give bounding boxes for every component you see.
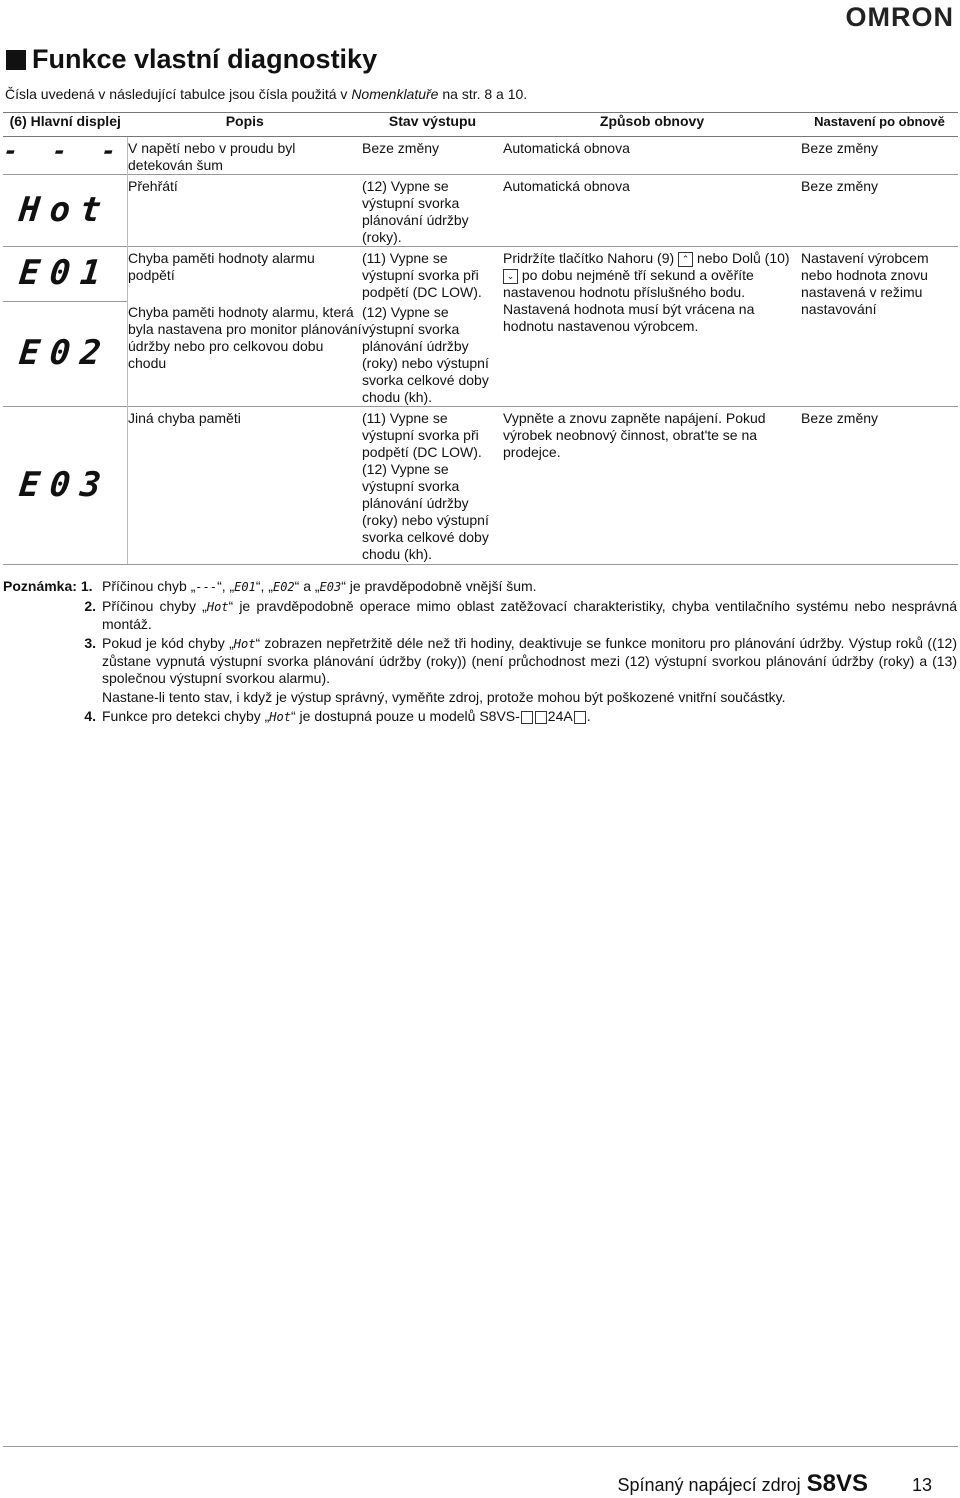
display-code-e03: E03 [17, 465, 113, 505]
desc-dash: V napětí nebo v proudu byl detekován šum [128, 140, 296, 173]
display-code-dash: - - - [2, 137, 128, 165]
recovery-dash: Automatická obnova [503, 140, 630, 156]
desc-e03: Jiná chyba paměti [128, 407, 363, 565]
footer-text: Spínaný napájecí zdroj [617, 1475, 801, 1495]
heading-text: Funkce vlastní diagnostiky [32, 44, 378, 74]
setting-hot: Beze změny [801, 175, 958, 247]
display-code-hot: Hot [17, 190, 113, 230]
header-display: (6) Hlavní displej [3, 113, 128, 137]
desc-e01: Chyba paměti hodnoty alarmu podpětí [128, 247, 363, 302]
footer-divider [3, 1446, 958, 1447]
intro-link: Nomenklatuře [351, 86, 439, 102]
recovery-hot: Automatická obnova [503, 175, 801, 247]
down-arrow-icon: ⌄ [503, 269, 518, 284]
note-3: 3. Pokud je kód chyby „Hot“ zobrazen nepřetržitě déle než tři hodiny, deaktivuje se funkce monitoru pro plánování údržby. Výstup roků ((12) zůstane vypnutá výstupní svorka plánování údržby (roky)) (není průchodnost mezi (12) výstupní svorkou plánování údržby (roky) a (13) společnou výstupní svorkou alarmu). Nastane-li tento stav, i když je výstup správný, vyměňte zdroj, protože mohou být poškozené vnitřní součástky. [84, 635, 957, 705]
intro-suffix: na str. 8 a 10. [438, 86, 528, 102]
intro-text [5, 86, 527, 102]
diagnostics-table [3, 112, 958, 565]
header-description: Popis [128, 113, 363, 137]
placeholder-box-icon [535, 711, 547, 724]
table-row [3, 175, 958, 247]
notes-label: Poznámka: [3, 578, 77, 594]
setting-dash: Beze změny [801, 140, 879, 156]
header-recovery: Způsob obnovy [503, 113, 801, 137]
desc-hot: Přehřátí [128, 175, 363, 247]
note-4: 4. Funkce pro detekci chyby „Hot“ je dostupná pouze u modelů S8VS- 24A . [84, 708, 591, 724]
placeholder-box-icon [574, 711, 586, 724]
page-footer [617, 1470, 932, 1498]
note-2: 2. Příčinou chyby „Hot“ je pravděpodobně operace mimo oblast zatěžovací charakteristiky, chyba ventilačního systému nebo nesprávná montáž. [84, 598, 957, 632]
setting-e03: Beze změny [801, 407, 958, 565]
state-dash: Beze změny [362, 140, 440, 156]
recovery-e01-e02: Pridržíte tlačítko Nahoru (9) ⌃ nebo Dolů (10) ⌄ po dobu nejméně tří sekund a ověříte nastavenou hodnotu příslušného bodu. Nastavená hodnota musí být vrácena na hodnotu nastavenou výrobcem. [503, 247, 801, 407]
table-row [3, 407, 958, 565]
note-1: Poznámka: 1. Příčinou chyb „---“, „E01“, „E02“ a „E03“ je pravděpodobně vnější šum. [3, 578, 537, 594]
notes-section [3, 578, 957, 728]
setting-e01-e02: Nastavení výrobcem nebo hodnota znovu nastavená v režimu nastavování [801, 247, 958, 407]
state-e03: (11) Vypne se výstupní svorka při podpětí (DC LOW). (12) Vypne se výstupní svorka plánování údržby (roky) nebo výstupní svorka celkové doby chodu (kh). [362, 407, 503, 565]
recovery-e03: Vypněte a znovu zapněte napájení. Pokud výrobek neobnový činnost, obrat'te se na prodejce. [503, 407, 801, 565]
display-code-e02: E02 [17, 333, 113, 374]
table-header-row [3, 113, 958, 137]
section-heading [6, 44, 377, 75]
page-number: 13 [911, 1475, 932, 1495]
intro-prefix: Čísla uvedená v následující tabulce jsou čísla použitá v [5, 86, 352, 102]
footer-product: S8VS [806, 1470, 868, 1497]
brand-logo: OMRON [845, 2, 954, 32]
square-bullet-icon [6, 50, 26, 70]
header-setting: Nastavení po obnově [801, 113, 958, 137]
display-code-e01: E01 [17, 253, 113, 294]
up-arrow-icon: ⌃ [678, 252, 693, 267]
state-e02: (12) Vypne se výstupní svorka plánování údržby (roky) nebo výstupní svorka celkové doby chodu (kh). [362, 304, 489, 405]
table-row [3, 247, 958, 302]
placeholder-box-icon [521, 711, 533, 724]
state-hot: (12) Vypne se výstupní svorka plánování údržby (roky). [362, 175, 503, 247]
state-e01: (11) Vypne se výstupní svorka při podpětí (DC LOW). [362, 247, 503, 302]
desc-e02: Chyba paměti hodnoty alarmu, která byla nastavena pro monitor plánování údržby nebo pro celkovou dobu chodu [128, 304, 362, 371]
table-row [3, 137, 958, 175]
header-output-state: Stav výstupu [362, 113, 503, 137]
